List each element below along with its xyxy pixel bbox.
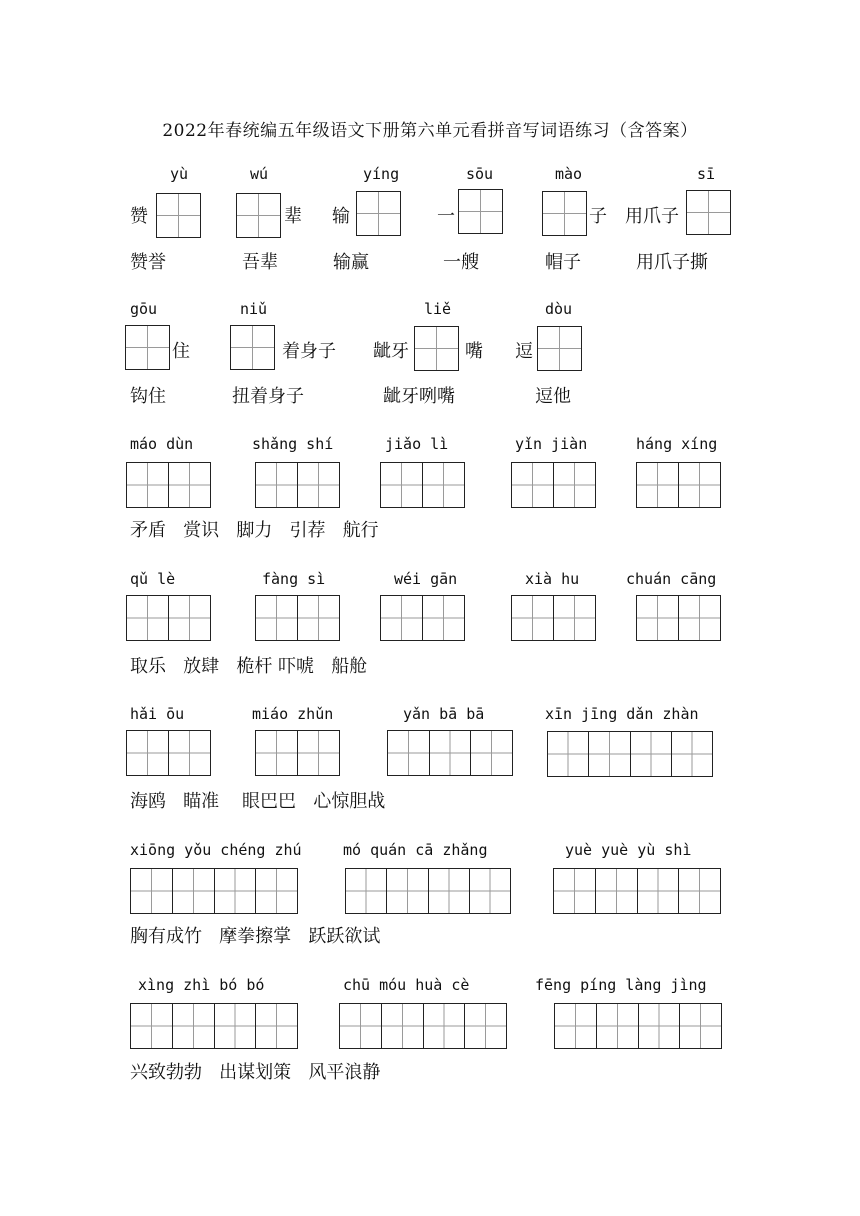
prompt-text: 一 xyxy=(437,206,455,227)
writing-box[interactable] xyxy=(387,730,513,776)
pinyin-label: fēng píng làng jìng xyxy=(535,976,707,994)
answer-text: 赞誉 xyxy=(130,252,166,273)
pinyin-label: sī xyxy=(697,165,716,183)
prompt-text: 龇牙 xyxy=(373,341,409,362)
writing-box[interactable] xyxy=(511,595,596,641)
answer-text: 输赢 xyxy=(333,252,369,273)
writing-box[interactable] xyxy=(255,462,340,508)
pinyin-label: dòu xyxy=(545,300,573,318)
pinyin-label: xīn jīng dǎn zhàn xyxy=(545,705,699,723)
pinyin-label: wú xyxy=(250,165,269,183)
pinyin-label: shǎng shí xyxy=(252,435,334,453)
writing-box[interactable] xyxy=(553,868,721,914)
pinyin-label: miáo zhǔn xyxy=(252,705,334,723)
writing-box[interactable] xyxy=(458,189,503,234)
pinyin-label: yù xyxy=(170,165,189,183)
pinyin-label: xìng zhì bó bó xyxy=(138,976,265,994)
writing-box[interactable] xyxy=(230,325,275,370)
writing-box[interactable] xyxy=(236,193,281,238)
writing-box[interactable] xyxy=(636,462,721,508)
answer-text: 一艘 xyxy=(443,252,479,273)
answer-text: 海鸥 瞄准 眼巴巴 心惊胆战 xyxy=(130,791,386,812)
pinyin-label: wéi gān xyxy=(394,570,458,588)
writing-box[interactable] xyxy=(380,462,465,508)
answer-text: 矛盾 赏识 脚力 引荐 航行 xyxy=(130,520,379,541)
writing-box[interactable] xyxy=(156,193,201,238)
pinyin-label: yíng xyxy=(363,165,400,183)
prompt-text: 赞 xyxy=(130,206,148,227)
prompt-text: 住 xyxy=(172,341,190,362)
writing-box[interactable] xyxy=(511,462,596,508)
writing-box[interactable] xyxy=(537,326,582,371)
worksheet-title: 2022年春统编五年级语文下册第六单元看拼音写词语练习（含答案） xyxy=(162,121,698,141)
pinyin-label: jiǎo lì xyxy=(385,435,449,453)
answer-text: 钩住 xyxy=(130,386,166,407)
writing-box[interactable] xyxy=(547,731,713,777)
prompt-text: 子 xyxy=(589,206,607,227)
writing-box[interactable] xyxy=(130,868,298,914)
pinyin-label: qǔ lè xyxy=(130,570,176,588)
writing-box[interactable] xyxy=(554,1003,722,1049)
prompt-text: 用爪子 xyxy=(625,206,679,227)
pinyin-label: sōu xyxy=(466,165,494,183)
writing-box[interactable] xyxy=(126,595,211,641)
pinyin-label: yuè yuè yù shì xyxy=(565,841,692,859)
answer-text: 帽子 xyxy=(545,252,581,273)
pinyin-label: gōu xyxy=(130,300,158,318)
pinyin-label: yǎn bā bā xyxy=(403,705,485,723)
writing-box[interactable] xyxy=(125,325,170,370)
answer-text: 用爪子撕 xyxy=(636,252,708,273)
writing-box[interactable] xyxy=(380,595,465,641)
prompt-text: 输 xyxy=(332,206,350,227)
pinyin-label: chū móu huà cè xyxy=(343,976,470,994)
writing-box[interactable] xyxy=(126,462,211,508)
writing-box[interactable] xyxy=(255,595,340,641)
pinyin-label: chuán cāng xyxy=(626,570,717,588)
prompt-text: 辈 xyxy=(284,206,302,227)
writing-box[interactable] xyxy=(130,1003,298,1049)
writing-box[interactable] xyxy=(542,191,587,236)
pinyin-label: xiōng yǒu chéng zhú xyxy=(130,841,302,859)
prompt-text: 着身子 xyxy=(282,341,336,362)
pinyin-label: hǎi ōu xyxy=(130,705,185,723)
writing-box[interactable] xyxy=(356,191,401,236)
answer-text: 吾辈 xyxy=(242,252,278,273)
prompt-text: 嘴 xyxy=(465,341,483,362)
answer-text: 兴致勃勃 出谋划策 风平浪静 xyxy=(130,1062,381,1083)
answer-text: 胸有成竹 摩拳擦掌 跃跃欲试 xyxy=(130,926,381,947)
pinyin-label: mào xyxy=(555,165,583,183)
writing-box[interactable] xyxy=(255,730,340,776)
writing-box[interactable] xyxy=(339,1003,507,1049)
writing-box[interactable] xyxy=(636,595,721,641)
answer-text: 扭着身子 xyxy=(232,386,304,407)
writing-box[interactable] xyxy=(686,190,731,235)
pinyin-label: fàng sì xyxy=(262,570,326,588)
pinyin-label: niǔ xyxy=(240,300,268,318)
pinyin-label: liě xyxy=(424,300,452,318)
pinyin-label: máo dùn xyxy=(130,435,194,453)
writing-box[interactable] xyxy=(345,868,511,914)
pinyin-label: mó quán cā zhǎng xyxy=(343,841,488,859)
answer-text: 逗他 xyxy=(535,386,571,407)
prompt-text: 逗 xyxy=(515,341,533,362)
writing-box[interactable] xyxy=(414,326,459,371)
answer-text: 取乐 放肆 桅杆 吓唬 船舱 xyxy=(130,656,368,677)
pinyin-label: yǐn jiàn xyxy=(515,435,588,453)
writing-box[interactable] xyxy=(126,730,211,776)
answer-text: 龇牙咧嘴 xyxy=(383,386,455,407)
pinyin-label: xià hu xyxy=(525,570,580,588)
pinyin-label: háng xíng xyxy=(636,435,718,453)
